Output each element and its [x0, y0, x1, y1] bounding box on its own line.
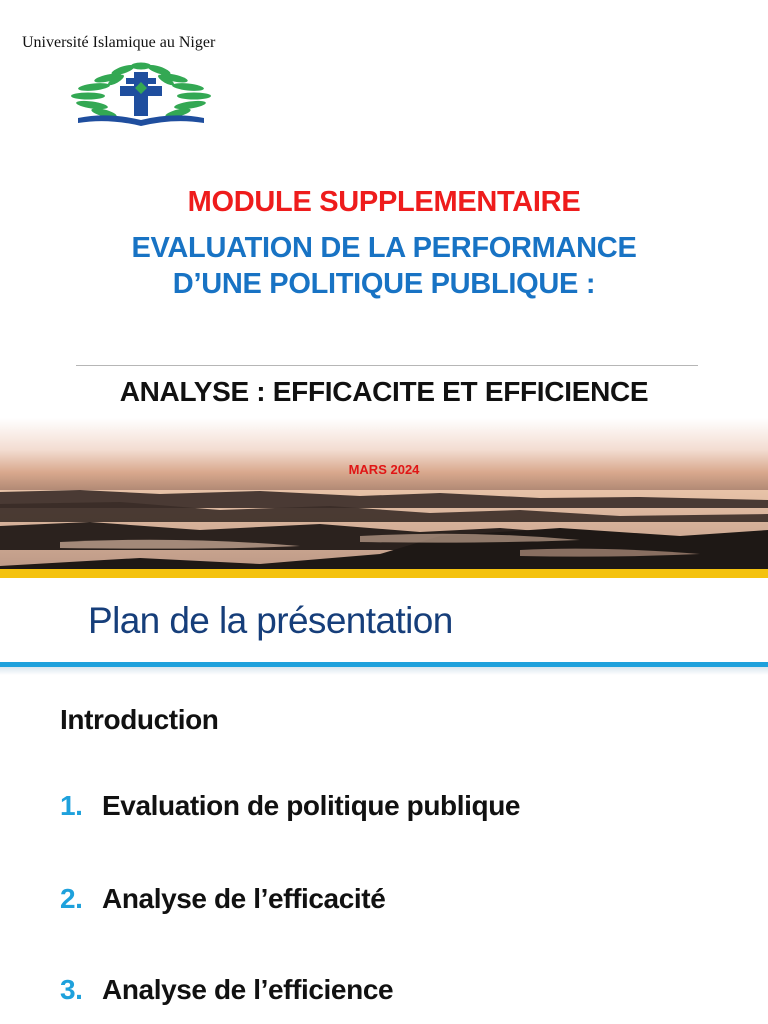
- plan-item-3: [60, 974, 393, 1006]
- evaluation-title: EVALUATION DE LA PERFORMANCE: [131, 232, 637, 264]
- university-name: Université Islamique au Niger: [22, 34, 216, 51]
- module-title: MODULE SUPPLEMENTAIRE: [187, 186, 581, 218]
- plan-item-label: Analyse de l’efficacité: [102, 883, 386, 914]
- gold-band: [0, 569, 768, 578]
- plan-item-label: Evaluation de politique publique: [102, 790, 521, 821]
- plan-slide: [0, 578, 768, 1024]
- cover-subtitle: ANALYSE : EFFICACITE ET EFFICIENCE: [119, 376, 649, 407]
- cover-title-block: [0, 184, 768, 302]
- river-landscape-image: [0, 418, 768, 578]
- plan-item-number: 1.: [60, 790, 83, 821]
- title-divider: [76, 365, 698, 366]
- policy-title: D’UNE POLITIQUE PUBLIQUE :: [172, 268, 596, 300]
- plan-item-label: Analyse de l’efficience: [102, 974, 394, 1005]
- plan-intro: Introduction: [60, 704, 219, 735]
- university-logo: [68, 56, 214, 128]
- presentation-date: MARS 2024: [348, 462, 420, 477]
- plan-item-number: 3.: [60, 974, 83, 1005]
- plan-title-rule-shadow: [0, 667, 768, 675]
- plan-item-number: 2.: [60, 883, 83, 914]
- plan-item-2: [60, 883, 385, 915]
- plan-item-1: [60, 790, 520, 822]
- plan-title: Plan de la présentation: [88, 600, 453, 641]
